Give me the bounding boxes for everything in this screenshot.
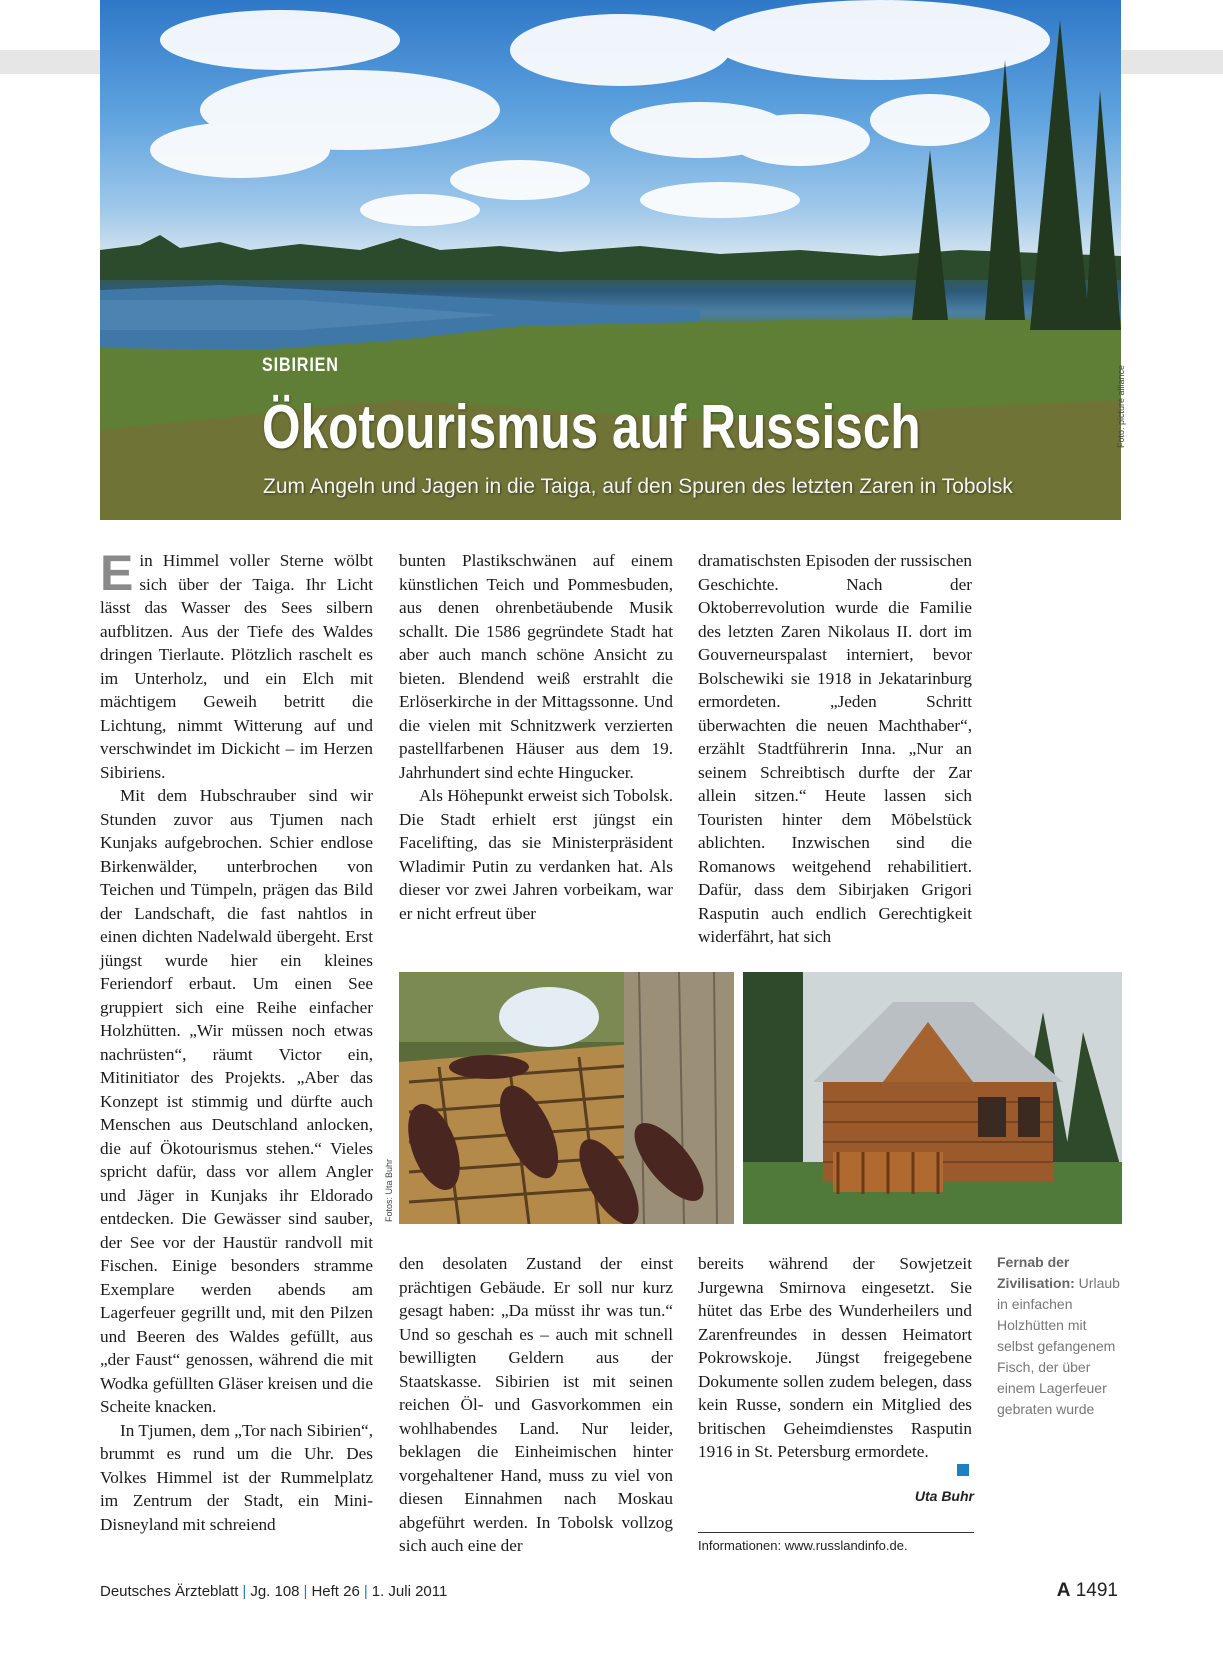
- paragraph: den desolaten Zustand der einst prächtigen Gebäude. Er soll nur kurz gesagt haben: „Da müsst ihr was tun.“ Und so geschah es – auch mit schnell bewilligten Geldern aus der Staatskasse. Sibirien ist mit seinen reichen Öl- und Gasvorkommen ein wohlhabendes Land. Nur leider, beklagen die Einheimischen hinter vorgehaltener Hand, muss zu viel von diesen Einnahmen nach Moskau abgeführt werden. In Tobolsk vollzog sich auch eine der: [399, 1254, 673, 1555]
- paragraph: Als Höhepunkt erweist sich Tobolsk. Die Stadt erhielt erst jüngst ein Facelifting, das sie Ministerpräsident Wladimir Putin zu verdanken hat. Als dieser vor zwei Jahren vorbeikam, war er nicht erfreut über: [399, 786, 673, 923]
- article-subtitle: Zum Angeln und Jagen in die Taiga, auf den Spuren des letzten Zaren in Tobolsk: [263, 475, 1013, 498]
- article-column-3-top: [698, 549, 972, 949]
- caption-text: Urlaub in einfachen Holzhütten mit selbst gefangenem Fisch, der über einem Lagerfeuer gebraten wurde: [997, 1275, 1120, 1417]
- hero-photo-credit: Foto: picture alliance: [1116, 364, 1126, 448]
- info-link-text: Informationen: www.russlandinfo.de.: [698, 1538, 908, 1553]
- page-prefix: A: [1056, 1580, 1071, 1601]
- paragraph-3: In Tjumen, dem „Tor nach Sibirien“, brummt es rund um die Uhr. Des Volkes Himmel ist der Rummelplatz im Zentrum der Stadt, ein Mini-Disneyland mit schreiend: [100, 1420, 373, 1534]
- photo-wooden-cabin: [743, 972, 1122, 1224]
- paragraph: bereits während der Sowjetzeit Jurgewna Smirnova eingesetzt. Sie hütet das Erbe des Wunderheilers und Zarenfreundes in dessen Heimatort Pokrowskoje. Jüngst freigegebene Dokumente sollen zudem belegen, dass kein Russe, sondern ein Mitglied des britischen Geheimdienstes Rasputin 1916 in St. Petersburg ermordete.: [698, 1254, 972, 1461]
- article-title: Ökotourismus auf Russisch: [262, 393, 921, 462]
- article-end-mark: [957, 1464, 969, 1476]
- photo-grilled-fish: [399, 972, 734, 1224]
- journal-volume: Jg. 108: [250, 1583, 300, 1600]
- footer-separator: |: [363, 1583, 368, 1600]
- journal-name: Deutsches Ärzteblatt: [100, 1583, 239, 1600]
- paragraph: dramatischsten Episoden der russischen Geschichte. Nach der Oktoberrevolution wurde die Familie des letzten Zaren Nikolaus II. dort im Gouverneurspalast interniert, bevor Bolschewiki sie 1918 in Jekatarinburg ermordeten. „Jeden Schritt überwachten die neuen Machthaber“, erzählt Stadtführerin Inna. „Nur an seinem Schreibtisch durfte der Zar allein sitzen.“ Heute lassen sich Touristen hinter dem Möbelstück ablichten. Inzwischen sind die Romanows weitgehend rehabilitiert. Dafür, dass dem Sibirjaken Grigori Rasputin auch endlich Gerechtigkeit widerfährt, hat sich: [698, 551, 972, 946]
- photo-caption: [997, 1252, 1125, 1420]
- article-column-2-bottom: [399, 1252, 673, 1558]
- page-number: [1057, 1580, 1118, 1602]
- page-number-value: 1491: [1075, 1580, 1118, 1601]
- page-footer: [100, 1583, 447, 1600]
- paragraph-2: Mit dem Hubschrauber sind wir Stunden zuvor aus Tjumen nach Kunjaks aufgebrochen. Schier endlose Birkenwälder, unterbrochen von Teichen und Tümpeln, prägen das Bild der Landschaft, die fast nahtlos in einen dichten Nadelwald übergeht. Erst jüngst wurde hier ein kleines Feriendorf erbaut. Um einen See gruppiert sich eine Reihe einfacher Holzhütten. „Wir müssen noch etwas nachrüsten“, räumt Victor ein, Mitinitiator des Projekts. „Aber das Konzept ist stimmig und dürfte auch Menschen aus Deutschland anlocken, die auf Ökotourismus stehen.“ Vieles spricht dafür, dass vor allem Angler und Jäger in Kunjaks ihr Eldorado entdecken. Die Gewässer sind sauber, der See vor der Haustür randvoll mit Fischen. Einige besonders stramme Exemplare werden abends am Lagerfeuer gegrillt und, mit den Pilzen und Beeren des Waldes gefüllt, aus „der Faust“ genossen, während die mit Wodka gefüllten Gläser kreisen und die Scheite knacken.: [100, 786, 373, 1416]
- article-column-3-bottom: [698, 1252, 972, 1464]
- paragraph-1: Ein Himmel voller Sterne wölbt sich über der Taiga. Ihr Licht lässt das Wasser des Sees silbern aufblitzen. Aus der Tiefe des Waldes dringen Tierlaute. Plötzlich raschelt es im Unterholz, und ein Elch mit mächtigem Geweih betritt die Lichtung, nimmt Witterung auf und verschwindet im Dickicht – im Herzen Sibiriens.: [100, 545, 373, 782]
- photos-credit: Fotos: Uta Buhr: [384, 1158, 394, 1222]
- info-divider: [698, 1532, 974, 1533]
- section-kicker: SIBIRIEN: [262, 355, 339, 376]
- journal-issue: Heft 26: [311, 1583, 360, 1600]
- footer-separator: |: [303, 1583, 308, 1600]
- dropcap-letter: E: [100, 545, 134, 601]
- article-column-1: [100, 545, 373, 1536]
- footer-separator: |: [242, 1583, 247, 1600]
- caption-lead: Fernab der Zivilisation:: [997, 1254, 1075, 1291]
- paragraph: bunten Plastikschwänen auf einem künstlichen Teich und Pommesbuden, aus denen ohrenbetäubende Musik schallt. Die 1586 gegründete Stadt hat aber auch manch schöne Ansicht zu bieten. Blendend weiß erstrahlt die Erlöserkirche in der Mittagssonne. Und die vielen mit Schnitzwerk verzierten pastellfarbenen Häuser aus dem 19. Jahrhundert sind echte Hingucker.: [399, 551, 673, 782]
- journal-date: 1. Juli 2011: [371, 1583, 448, 1600]
- article-column-2-top: [399, 549, 673, 925]
- author-name: Uta Buhr: [914, 1488, 974, 1504]
